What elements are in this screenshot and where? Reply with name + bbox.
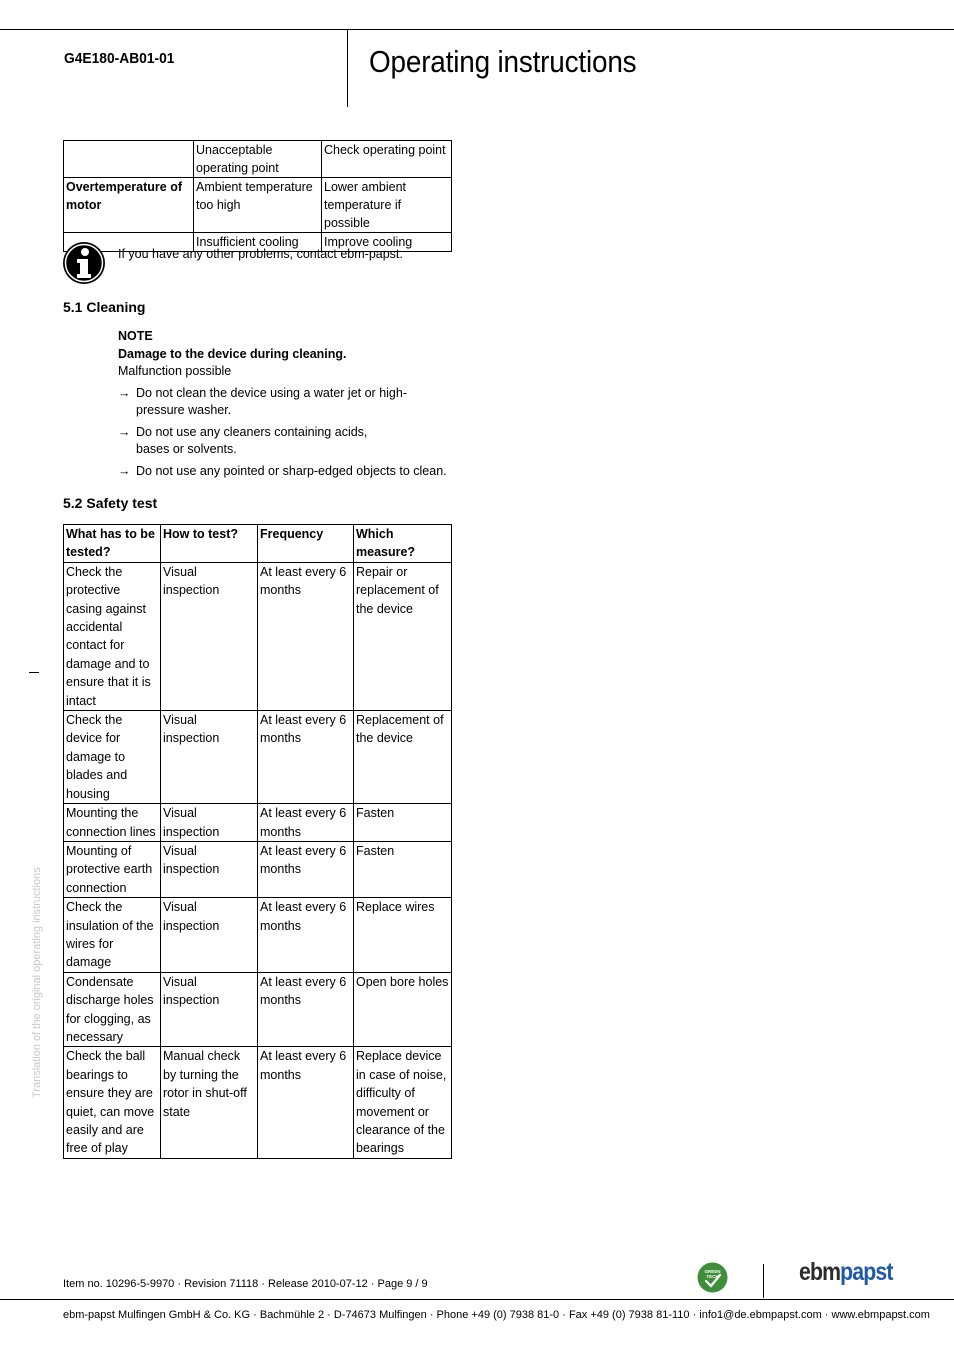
- table-row: [64, 841, 452, 897]
- table-cell: [64, 141, 194, 178]
- table-cell: Lower ambient temperature if possible: [322, 178, 452, 233]
- table-row: [64, 972, 452, 1047]
- model-number: G4E180-AB01-01: [64, 50, 175, 67]
- section-heading-safety-test: 5.2 Safety test: [63, 495, 158, 511]
- table-cell: Visual inspection: [161, 972, 258, 1047]
- column-header: What has to be tested?: [64, 525, 161, 563]
- table-row: [64, 804, 452, 842]
- list-item-text: Do not use any cleaners containing acids, bases or solvents.: [136, 424, 368, 456]
- item-info: Item no. 10296-5-9970 · Revision 71118 · Release 2010-07-12 · Page 9 / 9: [63, 1278, 428, 1290]
- table-cell: Check the insulation of the wires for damage: [64, 898, 161, 973]
- table-cell: Check the ball bearings to ensure they are quiet, can move easily and are free of play: [64, 1047, 161, 1158]
- section-heading-cleaning: 5.1 Cleaning: [63, 299, 146, 315]
- list-item: [118, 424, 368, 459]
- note-subtitle: Malfunction possible: [118, 364, 232, 378]
- table-cell: Visual inspection: [161, 711, 258, 804]
- table-cell: At least every 6 months: [258, 711, 354, 804]
- troubleshooting-table: [63, 140, 452, 252]
- table-cell: Repair or replacement of the device: [354, 562, 452, 710]
- green-tech-logo-icon: [697, 1262, 728, 1293]
- table-row: [64, 711, 452, 804]
- table-cell: Visual inspection: [161, 562, 258, 710]
- logo-divider: [763, 1264, 764, 1298]
- table-cell: Insufficient cooling: [194, 233, 322, 252]
- table-row: [64, 562, 452, 710]
- column-header: Frequency: [258, 525, 354, 563]
- table-cell: Unacceptable operating point: [194, 141, 322, 178]
- safety-test-table: [63, 524, 452, 1159]
- table-row: [64, 141, 452, 178]
- list-item-text: Do not use any pointed or sharp-edged objects to clean.: [136, 463, 447, 478]
- margin-mark: [29, 672, 39, 673]
- table-cell: Replace wires: [354, 898, 452, 973]
- column-header: How to test?: [161, 525, 258, 563]
- list-item-text: Do not clean the device using a water jet or high-pressure washer.: [136, 385, 407, 417]
- top-rule: [0, 29, 954, 30]
- table-cell: Open bore holes: [354, 972, 452, 1047]
- note-label: NOTE: [118, 329, 153, 343]
- table-cell: Check the device for damage to blades and housing: [64, 711, 161, 804]
- svg-text:GREEN: GREEN: [704, 1269, 721, 1274]
- table-cell: At least every 6 months: [258, 898, 354, 973]
- column-header: Which measure?: [354, 525, 452, 563]
- arrow-icon: →: [118, 424, 131, 439]
- svg-text:TECH: TECH: [706, 1274, 719, 1279]
- list-item: [118, 385, 448, 420]
- table-cell: Visual inspection: [161, 898, 258, 973]
- info-icon: [62, 241, 106, 285]
- table-cell: At least every 6 months: [258, 841, 354, 897]
- table-cell: Ambient temperature too high: [194, 178, 322, 233]
- side-note: Translation of the original operating instructions: [31, 867, 43, 1098]
- table-cell: Condensate discharge holes for clogging, as necessary: [64, 972, 161, 1047]
- note-block: [118, 328, 458, 480]
- arrow-icon: →: [118, 463, 131, 478]
- list-item: [118, 463, 458, 481]
- arrow-icon: →: [118, 385, 131, 400]
- note-title: Damage to the device during cleaning.: [118, 346, 347, 361]
- table-row: [64, 898, 452, 973]
- footer-rule: [0, 1299, 954, 1300]
- table-cell: Improve cooling: [322, 233, 452, 252]
- table-cell: Fasten: [354, 804, 452, 842]
- info-text: If you have any other problems, contact ebm-papst.: [118, 247, 403, 261]
- table-cell: Replacement of the device: [354, 711, 452, 804]
- table-cell: Fasten: [354, 841, 452, 897]
- document-title: Operating instructions: [369, 44, 637, 79]
- table-header-row: [64, 525, 452, 563]
- table-cell: Check the protective casing against accidental contact for damage and to ensure that it is intact: [64, 562, 161, 710]
- table-cell: At least every 6 months: [258, 1047, 354, 1158]
- footer-address: ebm-papst Mulfingen GmbH & Co. KG · Bachmühle 2 · D-74673 Mulfingen · Phone +49 (0) 7938 81-0 · Fax +49 (0) 7938 81-110 · info1@de.ebmpapst.com · www.ebmpapst.com: [63, 1309, 930, 1321]
- table-cell: Mounting the connection lines: [64, 804, 161, 842]
- table-cell: Check operating point: [322, 141, 452, 178]
- table-cell: At least every 6 months: [258, 972, 354, 1047]
- table-cell: Replace device in case of noise, difficulty of movement or clearance of the bearings: [354, 1047, 452, 1158]
- header-divider: [347, 29, 348, 107]
- table-cell: Overtemperature of motor: [64, 178, 194, 233]
- table-cell: Manual check by turning the rotor in shut-off state: [161, 1047, 258, 1158]
- ebmpapst-logo: ebmpapst: [799, 1258, 893, 1286]
- table-cell: At least every 6 months: [258, 804, 354, 842]
- table-row: [64, 1047, 452, 1158]
- table-cell: Mounting of protective earth connection: [64, 841, 161, 897]
- table-cell: At least every 6 months: [258, 562, 354, 710]
- table-row: [64, 178, 452, 233]
- table-cell: Visual inspection: [161, 841, 258, 897]
- table-cell: Visual inspection: [161, 804, 258, 842]
